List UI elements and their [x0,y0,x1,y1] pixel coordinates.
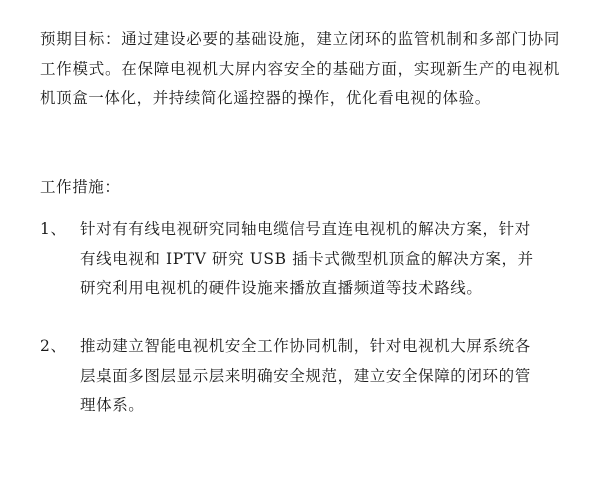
measure-item-number: 1、 [40,220,67,238]
measures-heading: 工作措施： [40,178,121,196]
goal-paragraph: 预期目标：通过建设必要的基础设施，建立闭环的监管机制和多部门协同工作模式。在保障电视机大屏内容安全的基础方面，实现新生产的电视机机顶盒一体化，并持续简化遥控器的操作，优化看电视的体验。 [40,30,560,107]
measure-item-text: 针对有有线电视研究同轴电缆信号直连电视机的解决方案，针对有线电视和 IPTV 研究 USB 插卡式微型机顶盒的解决方案，并研究利用电视机的硬件设施来播放直播频道等技术路线。 [80,220,534,297]
measure-item-number: 2、 [40,337,67,355]
measure-item-text: 推动建立智能电视机安全工作协同机制，针对电视机大屏系统各层桌面多图层显示层来明确安全规范，建立安全保障的闭环的管理体系。 [80,337,531,414]
